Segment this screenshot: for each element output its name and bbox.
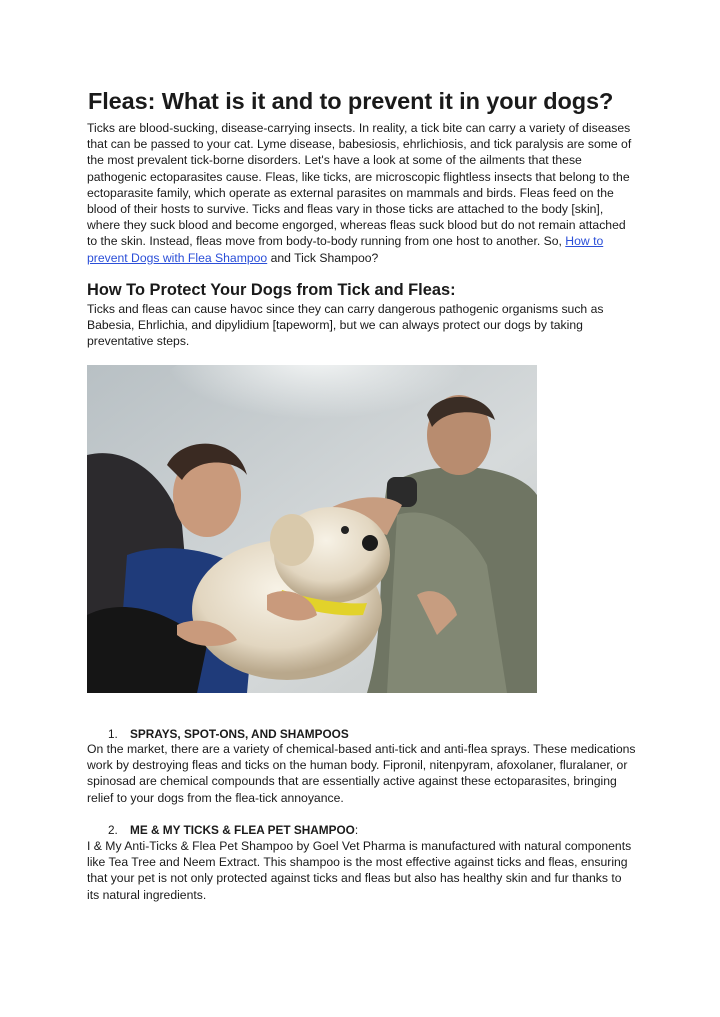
list-item-number: 1. — [108, 727, 118, 741]
intro-after-link: and Tick Shampoo? — [267, 250, 379, 265]
list-item-number: 2. — [108, 823, 118, 837]
shampoo-link[interactable]: How to prevent Dogs with Flea Shampoo — [87, 234, 604, 265]
intro-paragraph — [87, 120, 637, 266]
list-item-heading-1 — [108, 726, 349, 742]
list-item-text-1: On the market, there are a variety of chemical-based anti-tick and anti-flea sprays. These medications work by destroying fleas and ticks on the human body. Fipronil, nitenpyram, afoxolaner, fluralaner, or spinosad are chemical compounds that are essentially active against these ectoparasites, bringing relief to your dogs from the flea-tick annoyance. — [87, 742, 636, 805]
page-title: Fleas: What is it and to prevent it in your dogs? — [88, 88, 614, 114]
list-item-heading-2 — [108, 822, 358, 838]
intro-text: Ticks are blood-sucking, disease-carrying insects. In reality, a tick bite can carry a variety of diseases that can be passed to your cat. Lyme disease, babesiosis, ehrlichiosis, and tick paralysis are some of the most prevalent tick-borne disorders. Let's have a look at some of the ailments that these pathogenic ectoparasites cause. Fleas, like ticks, are microscopic flightless insects that belong to the ectoparasite family, which operate as external parasites on mammals and birds. Fleas feed on the blood of their hosts to survive. Ticks and fleas vary in those ticks are attached to the body [skin], where they suck blood and become engorged, whereas fleas suck blood but do not remain attached to the skin. Instead, fleas move from body-to-body running from one host to another. So, — [87, 121, 632, 249]
list-item-text-2: I & My Anti-Ticks & Flea Pet Shampoo by Goel Vet Pharma is manufactured with natural components like Tea Tree and Neem Extract. This shampoo is the most effective against ticks and fleas, ensuring that your pet is not only protected against ticks and fleas but also has healthy skin and fur thanks to its natural ingredients. — [87, 839, 632, 902]
list-item-suffix: : — [354, 823, 359, 837]
vet-dog-photo — [87, 365, 537, 693]
list-item-title: ME & MY TICKS & FLEA PET SHAMPOO — [130, 823, 355, 837]
section-paragraph: Ticks and fleas can cause havoc since they can carry dangerous pathogenic organisms such as Babesia, Ehrlichia, and dipylidium [tapeworm], but we can always protect our dogs by taking preventative steps. — [87, 302, 604, 349]
section-heading: How To Protect Your Dogs from Tick and Fleas: — [87, 281, 456, 299]
list-item-title: SPRAYS, SPOT-ONS, AND SHAMPOOS — [130, 727, 349, 741]
